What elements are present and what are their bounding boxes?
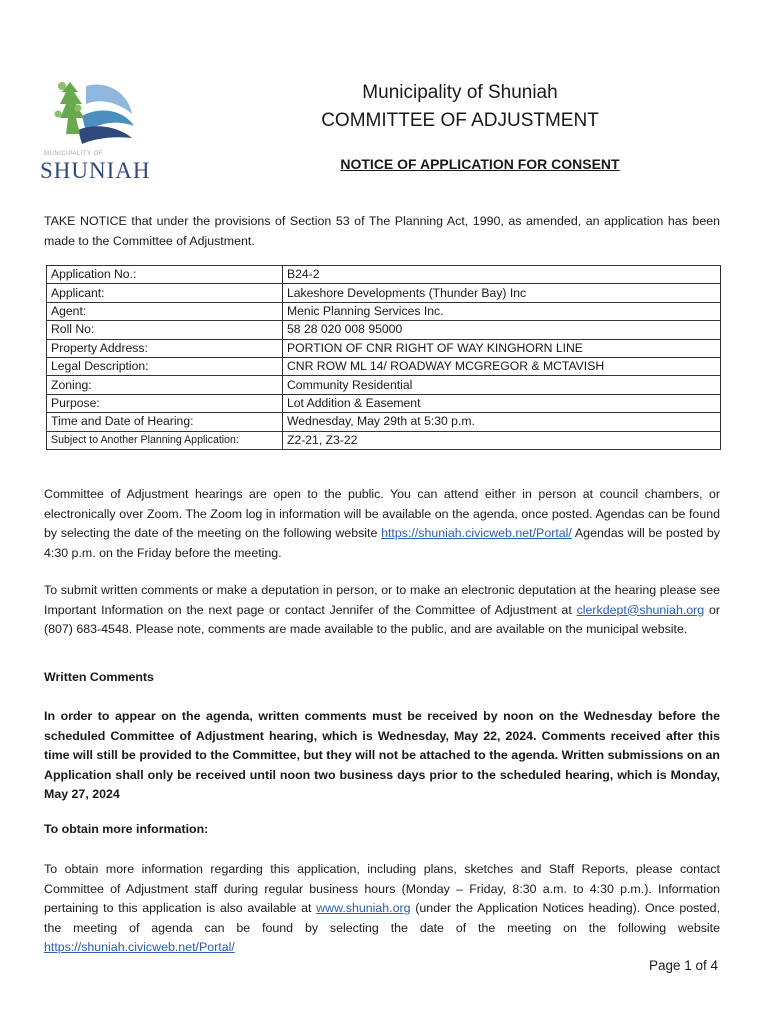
row-value: Z2-21, Z3-22 — [283, 431, 721, 449]
table-row — [47, 357, 721, 375]
row-value: 58 28 020 008 95000 — [283, 321, 721, 339]
logo-small-text: MUNICIPALITY OF — [44, 151, 103, 157]
page-number: Page 1 of 4 — [648, 958, 718, 973]
intro-paragraph: TAKE NOTICE that under the provisions of Section 53 of The Planning Act, 1990, as amended, an application has been made to the Committee of Adjustment. — [44, 214, 720, 248]
civicweb-portal-link-2[interactable]: https://shuniah.civicweb.net/Portal/ — [44, 940, 235, 954]
row-value: B24-2 — [283, 266, 721, 284]
obtain-info-paragraph — [44, 860, 720, 958]
table-row — [47, 321, 721, 339]
row-label: Time and Date of Hearing: — [47, 413, 283, 431]
row-value: CNR ROW ML 14/ ROADWAY MCGREGOR & MCTAVISH — [283, 357, 721, 375]
table-row — [47, 302, 721, 320]
table-row — [47, 376, 721, 394]
obtain-text: To obtain more information regarding this application, including plans, sketches and Staff Reports, please contact Committee of Adjustment staff during regular business hours (Monday – Friday, 8:30 a.m. to 4:30 p.m.). Information pertaining to this application is also available at — [44, 862, 720, 915]
row-value: Wednesday, May 29th at 5:30 p.m. — [283, 413, 721, 431]
row-label: Roll No: — [47, 321, 283, 339]
table-row — [47, 431, 721, 449]
row-label: Legal Description: — [47, 357, 283, 375]
submit-text-continued: or (807) 683-4548. Please note, comments are made available to the public, and are available on the municipal website. — [44, 602, 721, 636]
table-row — [47, 266, 721, 284]
shuniah-website-link[interactable]: www.shuniah.org — [316, 901, 411, 915]
row-label: Application No.: — [47, 266, 283, 284]
row-label: Agent: — [47, 302, 283, 320]
submit-comments-paragraph — [44, 581, 720, 640]
written-comments-body: In order to appear on the agenda, written comments must be received by noon on the Wednesday before the scheduled Committee of Adjustment hearing, which is Wednesday, May 22, 2024. Comments received after this time will still be provided to the Committee, but they will not be attached to the agenda. Written submissions on an Application shall only be received until noon two business days prior to the scheduled hearing, which is Monday, May 27, 2024 — [44, 709, 720, 801]
committee-title: COMMITTEE OF ADJUSTMENT — [321, 110, 599, 131]
hearings-paragraph — [44, 485, 720, 563]
row-label: Property Address: — [47, 339, 283, 357]
table-row — [47, 339, 721, 357]
row-value: Menic Planning Services Inc. — [283, 302, 721, 320]
civicweb-portal-link[interactable]: https://shuniah.civicweb.net/Portal/ — [381, 526, 572, 540]
agenda-posting-text: Agendas will be posted by 4:30 p.m. on the Friday before the meeting. — [44, 526, 720, 560]
shuniah-emblem-icon — [48, 78, 138, 150]
clerk-email-link[interactable]: clerkdept@shuniah.org — [576, 602, 705, 617]
municipality-title: Municipality of Shuniah — [362, 82, 558, 103]
table-row — [47, 413, 721, 431]
application-info-table — [46, 265, 721, 450]
obtain-info-heading: To obtain more information: — [44, 822, 209, 836]
row-value: PORTION OF CNR RIGHT OF WAY KINGHORN LINE — [283, 339, 721, 357]
row-value: Community Residential — [283, 376, 721, 394]
row-label: Purpose: — [47, 394, 283, 412]
logo-name: SHUNIAH — [40, 158, 151, 183]
table-row — [47, 284, 721, 302]
row-label: Subject to Another Planning Application: — [47, 431, 283, 449]
municipality-logo — [38, 78, 151, 183]
row-label: Zoning: — [47, 376, 283, 394]
notice-title: NOTICE OF APPLICATION FOR CONSENT — [340, 156, 620, 172]
written-comments-heading: Written Comments — [44, 670, 154, 684]
row-value: Lakeshore Developments (Thunder Bay) Inc — [283, 284, 721, 302]
row-value: Lot Addition & Easement — [283, 394, 721, 412]
submit-text: To submit written comments or make a deputation in person, or to make an electronic deputation at the hearing please see Important Information on the next page or contact Jennifer of the Committee of Adjustment at — [44, 583, 720, 617]
row-label: Applicant: — [47, 284, 283, 302]
obtain-text-continued: (under the Application Notices heading). Once posted, the meeting of agenda can be found by selecting the date of the meeting on the following website — [44, 901, 720, 935]
hearings-text: Committee of Adjustment hearings are open to the public. You can attend either in person at council chambers, or electronically over Zoom. The Zoom log in information will be available on the agenda, once posted. Agendas can be found by selecting the date of the meeting on the following website — [44, 487, 720, 540]
table-row — [47, 394, 721, 412]
